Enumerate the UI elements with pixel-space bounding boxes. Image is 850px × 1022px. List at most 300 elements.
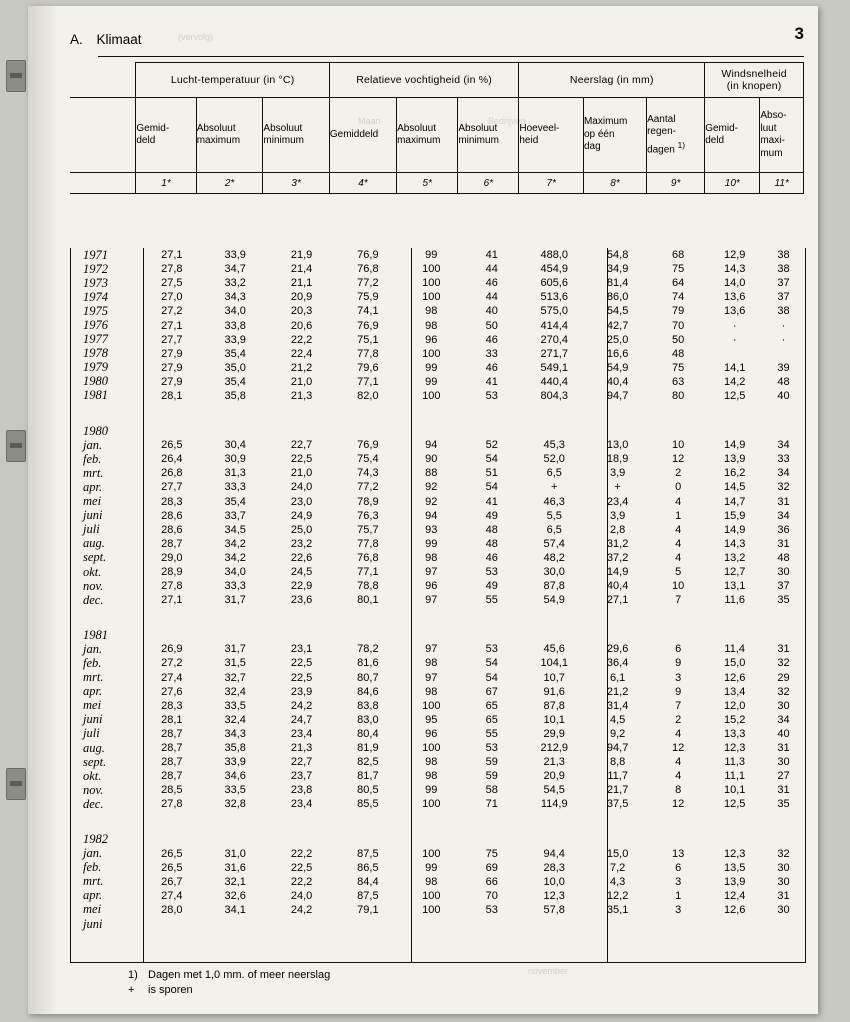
subheader-row	[70, 98, 804, 173]
table-cell: 100	[422, 291, 441, 304]
table-cell: 53	[485, 643, 498, 656]
table-cell: 13,1	[724, 580, 746, 593]
table-cell: 28,3	[543, 861, 565, 874]
table-cell: 28,6	[161, 509, 183, 522]
table-row	[71, 593, 805, 607]
table-row	[71, 579, 805, 593]
table-cell: 11,7	[607, 770, 628, 783]
table-cell: 37	[777, 291, 790, 304]
table-cell: 4	[675, 756, 682, 769]
table-cell: 34,5	[224, 523, 246, 536]
table-cell: 12,2	[606, 889, 629, 902]
binder-clamp-top	[6, 60, 26, 92]
table-cell: 30,9	[224, 453, 246, 466]
table-cell: 34,2	[224, 537, 246, 550]
table-row	[71, 361, 805, 375]
table-cell: 4	[675, 551, 682, 564]
colnum-11: 11*	[760, 173, 804, 194]
footnote-2-mark: +	[128, 984, 135, 996]
table-cell: 48,2	[543, 551, 565, 564]
table-cell: 23,1	[290, 643, 313, 656]
table-cell: 45,3	[543, 439, 565, 452]
table-cell: 30	[777, 903, 790, 916]
table-cell: 54	[485, 481, 498, 494]
table-cell: 51	[485, 467, 498, 480]
table-cell: 100	[422, 742, 441, 755]
table-cell: 21,4	[290, 263, 313, 276]
table-cell: 27,7	[161, 333, 183, 346]
table-cell: 26,9	[161, 643, 183, 656]
table-cell: 9	[675, 657, 682, 670]
table-cell: 46	[485, 333, 498, 346]
table-cell: 88	[425, 467, 438, 480]
row-label: 1971	[83, 247, 108, 262]
table-cell: 100	[422, 798, 441, 811]
table-cell: 114,9	[540, 798, 568, 811]
table-cell: 29,9	[543, 727, 565, 740]
table-row	[71, 438, 805, 452]
table-cell: 38	[777, 249, 790, 262]
row-label: 1975	[83, 303, 108, 318]
table-cell: 804,3	[540, 389, 568, 402]
table-cell: 34,6	[224, 770, 246, 783]
year-block-header	[71, 628, 805, 642]
table-cell: 32,4	[224, 713, 246, 726]
row-label: feb.	[83, 451, 102, 466]
table-cell: 97	[425, 643, 438, 656]
table-cell: 1	[675, 889, 682, 902]
colnum-6: 6*	[458, 173, 519, 194]
table-cell: 20,3	[290, 305, 313, 318]
table-cell: 12,3	[724, 847, 746, 860]
table-row	[71, 861, 805, 875]
table-cell: 7	[675, 594, 682, 607]
table-cell: 25,0	[606, 333, 629, 346]
table-cell: 22,4	[290, 347, 313, 360]
footnote-1-mark: 1)	[128, 969, 138, 981]
table-cell: 31,7	[224, 594, 246, 607]
table-cell: 80,1	[357, 594, 379, 607]
table-cell: 78,2	[357, 643, 379, 656]
table-cell: 440,4	[540, 375, 568, 388]
table-cell: 13,9	[724, 875, 746, 888]
table-cell: 10,7	[543, 671, 565, 684]
table-cell: 76,3	[357, 509, 379, 522]
table-cell: 5,5	[546, 509, 562, 522]
row-label: jan.	[83, 846, 103, 861]
table-cell: 37,5	[606, 798, 629, 811]
table-cell: 48	[485, 537, 498, 550]
table-cell: 9,2	[609, 727, 626, 740]
table-row	[71, 389, 805, 403]
table-cell: 24,5	[290, 566, 313, 579]
table-cell: 12	[672, 798, 685, 811]
table-cell: 24,7	[290, 713, 313, 726]
table-cell: 81,9	[357, 742, 379, 755]
table-cell: 96	[425, 580, 438, 593]
table-cell: 14,9	[724, 523, 746, 536]
table-cell: 21,7	[606, 784, 629, 797]
table-cell: 75	[485, 847, 498, 860]
table-cell: 84,6	[357, 685, 379, 698]
table-cell: 21,2	[606, 685, 629, 698]
table-cell: 98	[425, 319, 438, 332]
row-label: aug.	[83, 740, 105, 755]
table-cell: 28,7	[161, 770, 183, 783]
table-cell: 84,4	[357, 875, 379, 888]
table-row	[71, 917, 805, 931]
table-cell: 33,2	[224, 277, 246, 290]
table-cell: 22,9	[290, 580, 313, 593]
table-cell: 45,6	[543, 643, 565, 656]
table-cell: 85,5	[357, 798, 379, 811]
table-cell: 28,0	[161, 903, 183, 916]
table-cell: 414,4	[540, 319, 568, 332]
table-cell: 34,0	[224, 566, 246, 579]
table-cell: 15,2	[724, 713, 746, 726]
colnum-2: 2*	[196, 173, 263, 194]
row-label: juni	[83, 712, 103, 727]
row-label: sept.	[83, 754, 107, 769]
table-cell: 31,7	[224, 643, 246, 656]
table-cell: 54,9	[606, 361, 629, 374]
table-cell: 74,3	[357, 467, 379, 480]
binder-clamp-bottom	[6, 768, 26, 800]
table-cell: 44	[485, 291, 498, 304]
table-cell: 76,9	[357, 319, 379, 332]
chapter-title: Klimaat	[96, 32, 142, 47]
table-cell: 30	[777, 756, 790, 769]
bleedthrough-text: Maan-	[358, 116, 384, 126]
table-cell: 81,6	[357, 657, 379, 670]
table-cell: 100	[422, 903, 441, 916]
table-cell: 12,9	[724, 249, 746, 262]
table-cell: 98	[425, 551, 438, 564]
table-cell: 28,3	[161, 495, 183, 508]
table-cell: 65	[485, 699, 498, 712]
table-row	[71, 523, 805, 537]
table-cell: 20,9	[543, 770, 565, 783]
table-cell: 26,8	[161, 467, 183, 480]
table-cell: 13,4	[724, 685, 746, 698]
table-cell: 75,4	[357, 453, 379, 466]
table-cell: 27,1	[606, 594, 629, 607]
table-cell: 14,2	[724, 375, 746, 388]
table-cell: 28,5	[161, 784, 183, 797]
table-cell: 23,8	[290, 784, 313, 797]
table-cell: 35,1	[606, 903, 629, 916]
table-cell: 97	[425, 594, 438, 607]
row-label: apr.	[83, 888, 103, 903]
table-cell: 4	[675, 537, 682, 550]
table-cell: 2	[675, 467, 682, 480]
table-cell: 22,2	[290, 847, 313, 860]
year-label: 1980	[83, 423, 108, 438]
table-cell: 33,9	[224, 249, 246, 262]
table-row	[71, 248, 805, 262]
table-cell: 86,0	[606, 291, 629, 304]
table-body	[70, 248, 806, 963]
table-cell: 10,0	[543, 875, 565, 888]
table-cell: 31,0	[224, 847, 246, 860]
table-cell: 22,7	[290, 439, 313, 452]
table-cell: 79,6	[357, 361, 379, 374]
table-cell: 22,7	[290, 756, 313, 769]
table-cell: 100	[422, 889, 441, 902]
table-cell: 78,9	[357, 495, 379, 508]
table-cell: 79	[672, 305, 685, 318]
table-cell: 26,4	[161, 453, 183, 466]
table-cell: 40	[777, 727, 790, 740]
table-cell: 42,7	[606, 319, 629, 332]
table-cell: 12,5	[724, 389, 746, 402]
table-cell: 33	[485, 347, 498, 360]
table-cell: 87,5	[357, 889, 379, 902]
table-cell: 21,0	[290, 467, 313, 480]
table-cell: 41	[485, 495, 498, 508]
table-cell: 27,8	[161, 798, 183, 811]
table-cell: 75,7	[357, 523, 379, 536]
row-label: feb.	[83, 655, 102, 670]
table-row	[71, 699, 805, 713]
table-cell: 6,5	[546, 467, 562, 480]
table-cell: 28,7	[161, 537, 183, 550]
table-cell: 94	[425, 439, 438, 452]
table-cell: 83,0	[357, 713, 379, 726]
table-cell: 12	[672, 742, 685, 755]
table-cell: 15,9	[724, 509, 746, 522]
table-cell: 31,4	[606, 699, 629, 712]
table-cell: 34,3	[224, 727, 246, 740]
table-cell: 21,9	[290, 249, 313, 262]
table-row	[71, 727, 805, 741]
table-cell: 22,5	[290, 453, 313, 466]
table-cell: 40	[777, 389, 790, 402]
table-cell: 10,1	[724, 784, 746, 797]
table-cell: 12,3	[543, 889, 565, 902]
table-cell: 11,3	[724, 756, 746, 769]
row-label: nov.	[83, 782, 104, 797]
table-row	[71, 875, 805, 889]
table-cell: 13,6	[724, 291, 746, 304]
table-cell: 28,1	[161, 389, 183, 402]
table-cell: 65	[485, 713, 498, 726]
table-cell: 10	[672, 580, 685, 593]
table-cell: 1	[675, 509, 682, 522]
table-cell: 48	[777, 551, 790, 564]
table-cell: 22,5	[290, 671, 313, 684]
table-cell: 35,4	[224, 495, 246, 508]
table-row	[71, 304, 805, 318]
table-cell: 80,4	[357, 727, 379, 740]
table-cell: 30	[777, 566, 790, 579]
table-cell: 32	[777, 481, 790, 494]
table-cell: 32	[777, 657, 790, 670]
table-row	[71, 318, 805, 332]
table-cell: 32	[777, 847, 790, 860]
subheader-temp-absmin: Absoluut minimum	[263, 98, 329, 173]
header-rule	[98, 56, 804, 57]
table-cell: 77,8	[357, 537, 379, 550]
row-label: juni	[83, 916, 103, 931]
table-cell: 99	[425, 375, 438, 388]
table-cell: 52,0	[543, 453, 565, 466]
table-cell: 35,4	[224, 375, 246, 388]
table-cell: 26,5	[161, 439, 183, 452]
table-cell: 29,0	[161, 551, 183, 564]
table-cell: 54	[485, 453, 498, 466]
table-cell: 44	[485, 263, 498, 276]
subheader-hum-absmax: Absoluut maximum	[397, 98, 458, 173]
table-cell: 27,9	[161, 361, 183, 374]
table-cell: 15,0	[724, 657, 746, 670]
table-cell: 13,9	[724, 453, 746, 466]
row-label: apr.	[83, 684, 103, 699]
table-row	[71, 551, 805, 565]
row-label: dec.	[83, 592, 104, 607]
table-cell: 38	[777, 305, 790, 318]
table-cell: 6	[675, 643, 682, 656]
table-cell: 28,1	[161, 713, 183, 726]
table-cell: 28,7	[161, 756, 183, 769]
table-cell: 74	[672, 291, 685, 304]
table-cell: 31	[777, 742, 790, 755]
table-cell: 46,3	[543, 495, 565, 508]
table-cell: 93	[425, 523, 438, 536]
table-cell: 29	[777, 671, 790, 684]
table-cell: 3,9	[609, 467, 626, 480]
row-label: 1980	[83, 374, 108, 389]
table-cell: 94,4	[543, 847, 565, 860]
row-label: 1973	[83, 275, 108, 290]
footnote-2	[128, 983, 330, 998]
table-cell: 52	[485, 439, 498, 452]
table-cell: 14,3	[724, 263, 746, 276]
table-cell: 22,5	[290, 657, 313, 670]
bleedthrough-text: (vervolg)	[178, 32, 214, 42]
table-cell: 34	[777, 439, 790, 452]
row-label: juli	[83, 726, 100, 741]
table-cell: 26,7	[161, 875, 183, 888]
table-cell: 41	[485, 249, 498, 262]
subheader-temp-absmax: Absoluut maximum	[196, 98, 263, 173]
table-cell: 27,8	[161, 263, 183, 276]
table-cell: 4	[675, 495, 682, 508]
table-cell: 16,2	[724, 467, 746, 480]
table-cell: 9	[675, 685, 682, 698]
table-cell: 74,1	[357, 305, 379, 318]
row-label: feb.	[83, 860, 102, 875]
group-header-temperature: Lucht-temperatuur (in °C)	[136, 63, 330, 98]
table-cell: 79,1	[357, 903, 379, 916]
year-block-header	[71, 832, 805, 846]
table-cell: 12,5	[724, 798, 746, 811]
table-cell: 53	[485, 566, 498, 579]
table-cell: 46	[485, 277, 498, 290]
table-cell: 31,5	[224, 657, 246, 670]
table-cell: 54,8	[606, 249, 629, 262]
table-cell: 4	[675, 523, 682, 536]
row-label: juli	[83, 522, 100, 537]
block-gap	[71, 607, 805, 628]
subheader-prec-maxday: Maximum op één dag	[583, 98, 646, 173]
table-cell: 212,9	[540, 742, 568, 755]
row-label: nov.	[83, 578, 104, 593]
table-cell: 26,5	[161, 861, 183, 874]
table-cell: 100	[422, 847, 441, 860]
table-cell: 12,7	[724, 566, 746, 579]
table-cell: 87,5	[357, 847, 379, 860]
colnum-10: 10*	[705, 173, 760, 194]
table-cell: 41	[485, 375, 498, 388]
table-cell: 28,3	[161, 699, 183, 712]
row-label: dec.	[83, 796, 104, 811]
table-cell: 100	[422, 389, 441, 402]
row-label: mrt.	[83, 874, 104, 889]
table-cell: 46	[485, 551, 498, 564]
table-cell: 20,9	[290, 291, 313, 304]
table-cell: 32	[777, 685, 790, 698]
table-cell: 33,5	[224, 699, 246, 712]
table-cell: 76,9	[357, 249, 379, 262]
table-cell: 14,9	[724, 439, 746, 452]
table-cell: 39	[777, 361, 790, 374]
table-cell: 100	[422, 277, 441, 290]
table-cell: 76,8	[357, 263, 379, 276]
table-row	[71, 713, 805, 727]
table-cell: 27,5	[161, 277, 183, 290]
footnote-1	[128, 968, 330, 983]
table-cell: 13,0	[606, 439, 629, 452]
table-cell: 71	[485, 798, 498, 811]
table-row	[71, 755, 805, 769]
table-cell: 13,5	[724, 861, 746, 874]
table-cell: 31	[777, 784, 790, 797]
table-row	[71, 509, 805, 523]
table-cell: 48	[485, 523, 498, 536]
table-cell: 94	[425, 509, 438, 522]
table-cell: 34	[777, 467, 790, 480]
table-cell: 64	[672, 277, 685, 290]
table-cell: 83,8	[357, 699, 379, 712]
bleedthrough-text: Bedrijven	[488, 116, 526, 126]
table-cell: 77,2	[357, 481, 379, 494]
year-label: 1982	[83, 832, 108, 847]
row-label: jan.	[83, 641, 103, 656]
page-number: 3	[794, 24, 804, 43]
table-cell: 13	[672, 847, 685, 860]
subheader-prec-raindays: Aantal regen- dagen $^{1)}$	[647, 98, 705, 173]
table-cell: 14,1	[724, 361, 746, 374]
table-row	[71, 276, 805, 290]
row-label: 1974	[83, 289, 108, 304]
table-row	[71, 466, 805, 480]
table-cell: 70	[672, 319, 685, 332]
table-cell: 34,0	[224, 305, 246, 318]
row-label: apr.	[83, 479, 103, 494]
table-row	[71, 452, 805, 466]
table-cell: 54,5	[606, 305, 629, 318]
table-cell: 53	[485, 903, 498, 916]
table-cell: 77,2	[357, 277, 379, 290]
table-cell: 22,6	[290, 551, 313, 564]
table-row	[71, 889, 805, 903]
table-cell: 14,0	[724, 277, 746, 290]
table-cell: 23,9	[290, 685, 313, 698]
table-cell: 4,3	[609, 875, 626, 888]
table-cell: 54,5	[543, 784, 565, 797]
document-page	[28, 6, 818, 1014]
